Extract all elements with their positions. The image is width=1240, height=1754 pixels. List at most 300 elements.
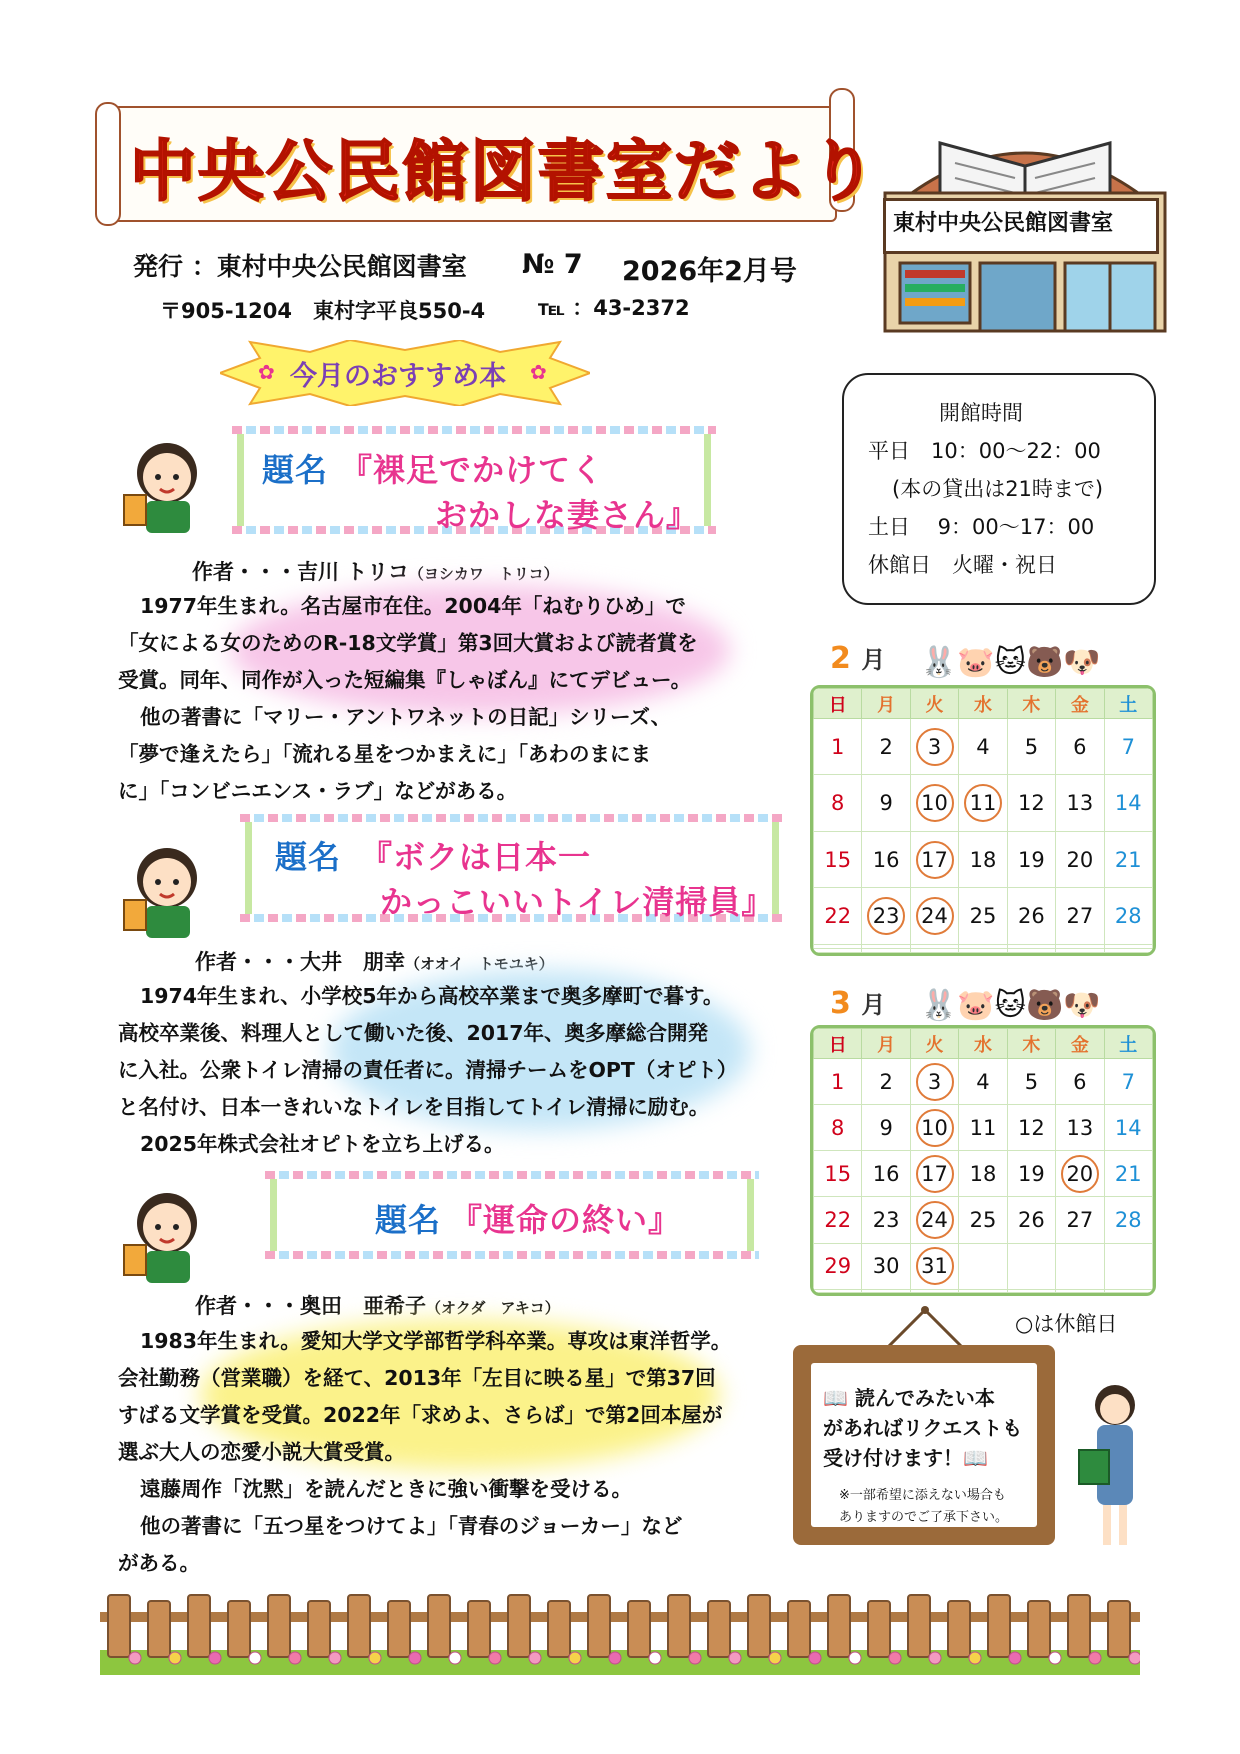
calendar-day bbox=[1104, 775, 1152, 831]
fence-post bbox=[508, 1595, 530, 1657]
text-line: すばる文学賞を受賞。2022年「求めよ、さらば」で第2回本屋が bbox=[118, 1403, 723, 1427]
weekday-header: 日 bbox=[814, 689, 862, 719]
calendar-week-row bbox=[814, 948, 1153, 952]
month-number: 2 bbox=[830, 641, 851, 676]
book1-title-line2: おかしな妻さん』 bbox=[435, 496, 700, 534]
day-number: 25 bbox=[969, 1207, 997, 1232]
feb-calendar bbox=[810, 685, 1156, 956]
flower bbox=[1009, 1652, 1021, 1664]
day-number: 2 bbox=[879, 1069, 893, 1094]
day-number: 23 bbox=[867, 897, 905, 935]
title-scroll bbox=[95, 88, 878, 233]
day-number: 4 bbox=[976, 734, 990, 759]
fence-post bbox=[748, 1595, 770, 1657]
librarian-avatar bbox=[112, 840, 212, 940]
request-line: 受け付けます！📖 bbox=[823, 1446, 988, 1470]
weekday-header: 火 bbox=[910, 689, 958, 719]
calendar-day bbox=[910, 888, 958, 944]
book3-author-name: 作者・・・奥田 亜希子 bbox=[195, 1294, 426, 1318]
book1-label: 題名 bbox=[262, 451, 329, 489]
calendar-day bbox=[910, 1197, 958, 1243]
calendar-week-row bbox=[814, 888, 1153, 944]
librarian-icon bbox=[112, 435, 212, 535]
book2-description bbox=[118, 978, 737, 1163]
hanger-string-icon bbox=[880, 1305, 970, 1350]
band-deco bbox=[265, 1171, 759, 1179]
calendar-week-row bbox=[814, 1151, 1153, 1197]
calendar-day bbox=[814, 888, 862, 944]
book3-author-kana: （オクダ アキコ） bbox=[426, 1299, 560, 1317]
calendar-day bbox=[862, 1243, 910, 1289]
address: 〒905-1204 東村字平良550-4 bbox=[160, 299, 486, 323]
flower bbox=[169, 1652, 181, 1664]
request-line: 📖 読んでみたい本 bbox=[823, 1386, 995, 1410]
animal-faces-icon: 🐰🐷🐱🐻🐶 bbox=[920, 988, 1101, 1023]
flower bbox=[929, 1652, 941, 1664]
calendar-day bbox=[1007, 888, 1055, 944]
fence-post bbox=[388, 1601, 410, 1657]
flower bbox=[649, 1652, 661, 1664]
day-number: 28 bbox=[1114, 903, 1142, 928]
calendar-day bbox=[1007, 948, 1055, 952]
request-notice-board bbox=[793, 1345, 1055, 1545]
month-unit: 月 bbox=[861, 991, 886, 1019]
day-number: 18 bbox=[969, 847, 997, 872]
calendar-day bbox=[959, 1243, 1007, 1289]
calendar-day bbox=[1104, 1243, 1152, 1289]
text-line: 1977年生まれ。名古屋市在住。2004年「ねむりひめ」で bbox=[140, 594, 686, 618]
day-number: 7 bbox=[1121, 1069, 1135, 1094]
day-number: 13 bbox=[1066, 1115, 1094, 1140]
day-number: 22 bbox=[824, 903, 852, 928]
fence-post bbox=[548, 1601, 570, 1657]
board-hanger bbox=[880, 1305, 970, 1350]
calendar-day bbox=[910, 1105, 958, 1151]
day-number: 24 bbox=[916, 1201, 954, 1239]
calendar-day bbox=[1056, 831, 1104, 887]
calendar-day bbox=[862, 831, 910, 887]
day-number: 19 bbox=[1018, 1161, 1045, 1186]
weekday-header: 月 bbox=[862, 1029, 910, 1059]
flower-icon: ✿ bbox=[530, 360, 547, 384]
calendar-day bbox=[1056, 948, 1104, 952]
mar-month-heading bbox=[830, 985, 885, 1021]
day-number: 6 bbox=[1073, 734, 1087, 759]
calendar-day bbox=[814, 719, 862, 775]
librarian-icon bbox=[112, 1185, 212, 1285]
flower bbox=[129, 1652, 141, 1664]
calendar-day bbox=[959, 719, 1007, 775]
day-number: 11 bbox=[964, 784, 1002, 822]
weekday-header: 木 bbox=[1007, 1029, 1055, 1059]
calendar-day bbox=[1007, 719, 1055, 775]
day-number: 29 bbox=[824, 1254, 852, 1279]
calendar-day bbox=[910, 775, 958, 831]
flower bbox=[569, 1652, 581, 1664]
calendar-week-row bbox=[814, 1289, 1153, 1292]
animal-faces-icon: 🐰🐷🐱🐻🐶 bbox=[920, 645, 1101, 680]
day-number: 18 bbox=[969, 1161, 997, 1186]
day-number: 14 bbox=[1114, 1115, 1142, 1140]
fence-post bbox=[588, 1595, 610, 1657]
calendar-day bbox=[814, 1197, 862, 1243]
flower bbox=[969, 1652, 981, 1664]
flower bbox=[1129, 1652, 1140, 1664]
fence-rail bbox=[100, 1612, 1140, 1622]
day-number: 10 bbox=[916, 784, 954, 822]
fence-post bbox=[108, 1595, 130, 1657]
calendar-day bbox=[1104, 831, 1152, 887]
recommend-heading-banner bbox=[220, 340, 590, 406]
day-number: 19 bbox=[1018, 847, 1045, 872]
weekday-header: 日 bbox=[814, 1029, 862, 1059]
text-line: 受賞。同年、同作が入った短編集『しゃぼん』にてデビュー。 bbox=[118, 668, 692, 692]
flower bbox=[409, 1652, 421, 1664]
day-number: 21 bbox=[1114, 1161, 1142, 1186]
hours-weekend: 土日 9：00～17：00 bbox=[868, 515, 1095, 539]
day-number: 8 bbox=[831, 1115, 845, 1140]
fence-post bbox=[1028, 1601, 1050, 1657]
calendar-day bbox=[1007, 1289, 1055, 1292]
calendar-day bbox=[814, 1243, 862, 1289]
day-number: 26 bbox=[1018, 903, 1045, 928]
day-number: 8 bbox=[831, 791, 845, 816]
calendar-day bbox=[959, 1105, 1007, 1151]
librarian-icon bbox=[112, 840, 212, 940]
day-number: 7 bbox=[1121, 734, 1135, 759]
day-number: 10 bbox=[916, 1109, 954, 1147]
book1-author-kana: （ヨシカワ トリコ） bbox=[408, 565, 559, 583]
calendar-day bbox=[1056, 888, 1104, 944]
day-number: 5 bbox=[1024, 734, 1039, 759]
calendar-day bbox=[910, 1059, 958, 1105]
text-line: 高校卒業後、料理人として働いた後、2017年、奥多摩総合開発 bbox=[118, 1021, 709, 1045]
fence-post bbox=[828, 1595, 850, 1657]
text-line: がある。 bbox=[118, 1551, 200, 1575]
flower bbox=[1089, 1652, 1101, 1664]
flower bbox=[609, 1652, 621, 1664]
calendar-day bbox=[814, 1105, 862, 1151]
book3-title-line1: 『運命の終い』 bbox=[450, 1201, 682, 1239]
text-line: と名付け、日本一きれいなトイレを目指してトイレ清掃に励む。 bbox=[118, 1095, 710, 1119]
note-line: ありますのでご了承下さい。 bbox=[839, 1510, 1009, 1525]
book2-title-line2: かっこいいトイレ清掃員』 bbox=[380, 883, 775, 921]
book3-author bbox=[195, 1290, 560, 1320]
fence-flowers-icon bbox=[100, 1590, 1140, 1675]
fence-post bbox=[948, 1601, 970, 1657]
fence-footer-decoration bbox=[100, 1590, 1140, 1675]
calendar-day bbox=[1104, 1151, 1152, 1197]
calendar-day bbox=[1007, 1197, 1055, 1243]
fence-post bbox=[228, 1601, 250, 1657]
calendar-day bbox=[862, 1151, 910, 1197]
calendar-day bbox=[910, 1289, 958, 1292]
text-line: 「夢で逢えたら」「流れる星をつかまえに」「あわのまにま bbox=[118, 742, 651, 766]
library-building-illustration bbox=[875, 88, 1175, 338]
day-number: 26 bbox=[1018, 1207, 1045, 1232]
hours-title: 開館時間 bbox=[939, 401, 1023, 425]
calendar-day bbox=[814, 1059, 862, 1105]
flower-icon: ✿ bbox=[258, 360, 275, 384]
calendar-day bbox=[1056, 719, 1104, 775]
librarian-avatar bbox=[112, 1185, 212, 1285]
calendar-day bbox=[959, 831, 1007, 887]
book1-author-name: 作者・・・吉川 トリコ bbox=[192, 560, 409, 584]
day-number: 31 bbox=[916, 1247, 954, 1285]
fence-post bbox=[868, 1601, 890, 1657]
telephone: ℡ ：43-2372 bbox=[538, 296, 690, 320]
calendar-day bbox=[1056, 1059, 1104, 1105]
weekday-header: 水 bbox=[959, 1029, 1007, 1059]
day-number: 16 bbox=[872, 847, 900, 872]
calendar-day bbox=[1007, 831, 1055, 887]
month-number: 3 bbox=[830, 986, 851, 1021]
calendar-day bbox=[814, 831, 862, 887]
request-note bbox=[839, 1485, 1008, 1529]
text-line: 「女による女のためのR-18文学賞」第3回大賞および読者賞を bbox=[118, 631, 698, 655]
day-number: 1 bbox=[831, 734, 845, 759]
text-line: 2025年株式会社オピトを立ち上げる。 bbox=[140, 1132, 505, 1156]
text-line: 1974年生まれ、小学校5年から高校卒業まで奥多摩町で暮す。 bbox=[140, 984, 724, 1008]
calendar-day bbox=[910, 719, 958, 775]
calendar-day bbox=[1104, 888, 1152, 944]
book1-description bbox=[118, 588, 698, 810]
weekday-header: 土 bbox=[1104, 1029, 1152, 1059]
calendar-day bbox=[959, 775, 1007, 831]
day-number: 13 bbox=[1066, 791, 1094, 816]
calendar-day bbox=[910, 1151, 958, 1197]
day-number: 17 bbox=[916, 1155, 954, 1193]
newsletter-title: 中央公民館図書室だより bbox=[130, 133, 878, 210]
flower bbox=[529, 1652, 541, 1664]
flower bbox=[209, 1652, 221, 1664]
calendar-day bbox=[862, 948, 910, 952]
day-number: 14 bbox=[1114, 791, 1142, 816]
weekday-header: 月 bbox=[862, 689, 910, 719]
calendar-week-row bbox=[814, 719, 1153, 775]
day-number: 27 bbox=[1066, 1207, 1094, 1232]
calendar-week-row bbox=[814, 1105, 1153, 1151]
book3-description bbox=[118, 1323, 731, 1582]
book1-author bbox=[192, 556, 559, 586]
calendar-day bbox=[959, 948, 1007, 952]
day-number: 3 bbox=[916, 1063, 954, 1101]
text-line: 遠藤周作「沈黙」を読んだときに強い衝撃を受ける。 bbox=[140, 1477, 632, 1501]
flower bbox=[449, 1652, 461, 1664]
calendar-day bbox=[814, 1289, 862, 1292]
librarian-avatar bbox=[112, 435, 212, 535]
calendar-day bbox=[1104, 719, 1152, 775]
calendar-day bbox=[1007, 775, 1055, 831]
calendar-week-row bbox=[814, 1243, 1153, 1289]
day-number: 9 bbox=[879, 1115, 893, 1140]
hours-weekday-note: (本の貸出は21時まで) bbox=[892, 477, 1104, 501]
day-number: 22 bbox=[824, 1207, 852, 1232]
calendar-week-row bbox=[814, 1197, 1153, 1243]
publisher: 発行 ：東村中央公民館図書室 bbox=[133, 252, 467, 281]
day-number: 24 bbox=[916, 897, 954, 935]
fence-post bbox=[628, 1601, 650, 1657]
fence-post bbox=[708, 1601, 730, 1657]
calendar-day bbox=[862, 1059, 910, 1105]
calendar-day bbox=[862, 1289, 910, 1292]
calendar-day bbox=[1007, 1105, 1055, 1151]
calendar-day bbox=[1104, 1105, 1152, 1151]
book2-author-kana: （オオイ トモユキ） bbox=[405, 955, 554, 973]
scroll-curl-left bbox=[95, 102, 121, 226]
fence-post bbox=[468, 1601, 490, 1657]
fence-post bbox=[188, 1595, 210, 1657]
weekday-header: 水 bbox=[959, 689, 1007, 719]
day-number: 15 bbox=[824, 847, 852, 872]
calendar-day bbox=[1104, 1289, 1152, 1292]
fence-post bbox=[1068, 1595, 1090, 1657]
calendar-day bbox=[1104, 1059, 1152, 1105]
calendar-day bbox=[1104, 1197, 1152, 1243]
day-number: 12 bbox=[1018, 791, 1045, 816]
request-message bbox=[823, 1383, 1022, 1473]
day-number: 28 bbox=[1114, 1207, 1142, 1232]
band-deco bbox=[240, 814, 784, 822]
calendar-day bbox=[1104, 948, 1152, 952]
fence-post bbox=[668, 1595, 690, 1657]
flower bbox=[689, 1652, 701, 1664]
text-line: に入社。公衆トイレ清掃の責任者に。清掃チームをOPT（オピト） bbox=[118, 1058, 738, 1082]
calendar-day bbox=[862, 1105, 910, 1151]
fence-post bbox=[1108, 1601, 1130, 1657]
day-number: 12 bbox=[1018, 1115, 1045, 1140]
calendar-day bbox=[910, 948, 958, 952]
calendar-day bbox=[959, 1197, 1007, 1243]
calendar-week-row bbox=[814, 775, 1153, 831]
book2-author-name: 作者・・・大井 朋幸 bbox=[195, 950, 405, 974]
hours-weekday: 平日 10：00～22：00 bbox=[868, 439, 1101, 463]
mar-calendar bbox=[810, 1025, 1156, 1296]
calendar-day bbox=[1056, 1151, 1104, 1197]
text-line: 1983年生まれ。愛知大学文学部哲学科卒業。専攻は東洋哲学。 bbox=[140, 1329, 732, 1353]
day-number: 30 bbox=[872, 1254, 900, 1279]
day-number: 21 bbox=[1114, 847, 1142, 872]
day-number: 9 bbox=[879, 791, 893, 816]
calendar-day bbox=[959, 1151, 1007, 1197]
book2-title-line1: 『ボクは日本一 bbox=[360, 838, 592, 876]
text-line: 他の著書に「五つ星をつけてよ」「青春のジョーカー」など bbox=[140, 1514, 683, 1538]
fence-post bbox=[148, 1601, 170, 1657]
calendar-day bbox=[862, 719, 910, 775]
calendar-day bbox=[1007, 1059, 1055, 1105]
day-number: 11 bbox=[969, 1115, 997, 1140]
day-number: 16 bbox=[872, 1161, 900, 1186]
day-number: 3 bbox=[916, 728, 954, 766]
flower bbox=[769, 1652, 781, 1664]
weekday-header: 金 bbox=[1056, 689, 1104, 719]
flower bbox=[1049, 1652, 1061, 1664]
feb-month-heading bbox=[830, 640, 885, 676]
building-sign: 東村中央公民館図書室 bbox=[893, 211, 1114, 236]
fence-post bbox=[268, 1595, 290, 1657]
calendar-day bbox=[1056, 1243, 1104, 1289]
flower bbox=[889, 1652, 901, 1664]
note-line: ※一部希望に添えない場合も bbox=[839, 1488, 1006, 1503]
calendar-day bbox=[862, 1197, 910, 1243]
day-number: 4 bbox=[976, 1069, 990, 1094]
calendar-week-row bbox=[814, 831, 1153, 887]
text-line: に」「コンビニエンス・ラブ」などがある。 bbox=[118, 779, 518, 803]
text-line: 他の著書に「マリー・アントワネットの日記」シリーズ、 bbox=[140, 705, 672, 729]
flower bbox=[809, 1652, 821, 1664]
calendar-day bbox=[1056, 1197, 1104, 1243]
hours-closed: 休館日 火曜・祝日 bbox=[868, 553, 1057, 577]
calendar-day bbox=[1007, 1151, 1055, 1197]
weekday-header: 火 bbox=[910, 1029, 958, 1059]
calendar-week-row bbox=[814, 1059, 1153, 1105]
day-number: 2 bbox=[879, 734, 893, 759]
calendar-day bbox=[862, 888, 910, 944]
calendar-day bbox=[959, 888, 1007, 944]
book3-label: 題名 bbox=[375, 1201, 442, 1239]
book2-label: 題名 bbox=[275, 838, 342, 876]
day-number: 15 bbox=[824, 1161, 852, 1186]
calendar-day bbox=[1056, 1289, 1104, 1292]
month-unit: 月 bbox=[861, 646, 886, 674]
issue-number: № 7 bbox=[522, 249, 583, 280]
weekday-header: 金 bbox=[1056, 1029, 1104, 1059]
fence-post bbox=[348, 1595, 370, 1657]
weekday-header: 土 bbox=[1104, 689, 1152, 719]
fence-post bbox=[428, 1595, 450, 1657]
calendar-day bbox=[1007, 1243, 1055, 1289]
fence-post bbox=[788, 1601, 810, 1657]
book1-title-line1: 『裸足でかけてく bbox=[340, 451, 605, 489]
calendar-day bbox=[814, 948, 862, 952]
flower bbox=[329, 1652, 341, 1664]
day-number: 23 bbox=[872, 1207, 900, 1232]
day-number: 25 bbox=[969, 903, 997, 928]
day-number: 5 bbox=[1024, 1069, 1039, 1094]
band-deco bbox=[265, 1251, 759, 1259]
calendar-day bbox=[910, 831, 958, 887]
flower bbox=[249, 1652, 261, 1664]
calendar-day bbox=[959, 1289, 1007, 1292]
flower bbox=[489, 1652, 501, 1664]
fence-post bbox=[308, 1601, 330, 1657]
day-number: 20 bbox=[1066, 847, 1094, 872]
issue-month: 2026年2月号 bbox=[622, 256, 797, 287]
closed-legend bbox=[1015, 1308, 1117, 1338]
request-notice-paper bbox=[811, 1363, 1037, 1527]
day-number: 27 bbox=[1066, 903, 1094, 928]
day-number: 20 bbox=[1061, 1155, 1099, 1193]
legend-text: ○は休館日 bbox=[1015, 1312, 1118, 1336]
recommend-heading: 今月のおすすめ本 bbox=[290, 361, 507, 392]
calendar-day bbox=[814, 775, 862, 831]
calendar-day bbox=[1056, 775, 1104, 831]
calendar-day bbox=[862, 775, 910, 831]
day-number: 1 bbox=[831, 1069, 845, 1094]
day-number: 17 bbox=[916, 841, 954, 879]
fence-post bbox=[988, 1595, 1010, 1657]
fence-post bbox=[908, 1595, 930, 1657]
calendar-day bbox=[814, 1151, 862, 1197]
flower bbox=[369, 1652, 381, 1664]
librarian-standing-illustration bbox=[1075, 1380, 1155, 1555]
flower bbox=[729, 1652, 741, 1664]
calendar-day bbox=[1056, 1105, 1104, 1151]
flower bbox=[289, 1652, 301, 1664]
weekday-header: 木 bbox=[1007, 689, 1055, 719]
opening-hours-box bbox=[842, 373, 1156, 605]
librarian-standing-icon bbox=[1075, 1380, 1155, 1555]
